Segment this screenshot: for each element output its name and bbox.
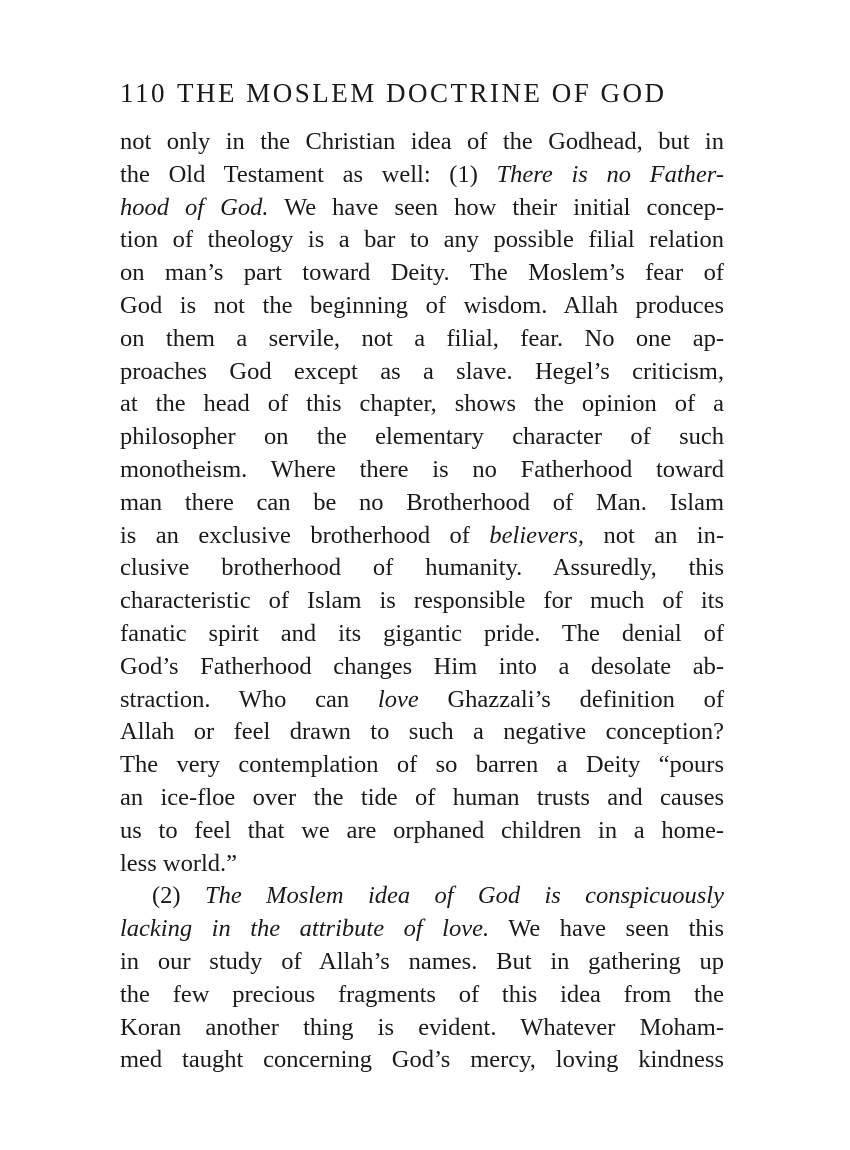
text-run: fanatic spirit and its gigantic pride. The denial of (120, 619, 724, 647)
page-number: 110 (120, 78, 167, 108)
text-run: not an in- (583, 521, 724, 549)
running-title: THE MOSLEM DOCTRINE OF GOD (177, 78, 667, 108)
italic-phrase: The Moslem idea of God is conspicuously (204, 882, 724, 910)
text-run: straction. Who can (120, 685, 378, 713)
text-line (120, 487, 724, 520)
text-run: We have seen how their initial concep- (268, 193, 725, 221)
text-run: med taught concerning God’s mercy, loving kindness (120, 1046, 724, 1074)
text-run: Allah or feel drawn to such a negative conception? (120, 718, 724, 746)
text-line (120, 618, 724, 651)
text-line (120, 979, 724, 1012)
text-line (120, 192, 724, 225)
text-line (120, 782, 724, 815)
text-run: proaches God except as a slave. Hegel’s criticism, (120, 357, 724, 385)
running-head (120, 76, 680, 110)
text-line (120, 1012, 724, 1045)
text-run: us to feel that we are orphaned children in a home- (120, 816, 724, 844)
text-run: (2) (152, 882, 205, 910)
italic-phrase: love (377, 685, 419, 713)
text-line (120, 126, 724, 159)
italic-phrase: lacking in the attribute of love. (120, 915, 490, 943)
text-run: at the head of this chapter, shows the opinion of a (120, 390, 724, 418)
text-run: not only in the Christian idea of the Godhead, but in (120, 128, 724, 155)
italic-phrase: believers, (489, 521, 584, 549)
text-run: the few precious fragments of this idea from the (120, 980, 724, 1008)
text-line (120, 224, 724, 257)
text-run: God is not the beginning of wisdom. Allah produces (120, 291, 724, 319)
text-run: clusive brotherhood of humanity. Assuredly, this (120, 554, 724, 582)
text-line (120, 848, 724, 881)
italic-phrase: hood of God. (120, 193, 269, 221)
text-line (120, 290, 724, 323)
text-run: less world.” (120, 849, 238, 877)
text-line (120, 651, 724, 684)
body-text (120, 126, 724, 1077)
text-run: man there can be no Brotherhood of Man. Islam (120, 488, 724, 516)
text-line (120, 913, 724, 946)
text-line (120, 585, 724, 618)
text-run: philosopher on the elementary character of such (120, 423, 724, 451)
text-line (120, 1044, 724, 1077)
text-run: an ice-floe over the tide of human trusts and causes (120, 783, 724, 811)
text-line (120, 520, 724, 553)
text-run: on them a servile, not a filial, fear. No one ap- (120, 324, 724, 352)
text-run: characteristic of Islam is responsible for much of its (120, 587, 724, 615)
text-line (120, 684, 724, 717)
text-line (120, 388, 724, 421)
text-run: on man’s part toward Deity. The Moslem’s fear of (120, 259, 724, 287)
text-line (120, 552, 724, 585)
text-run: is an exclusive brotherhood of (120, 521, 490, 549)
text-run: in our study of Allah’s names. But in gathering up (120, 947, 724, 975)
text-run: Koran another thing is evident. Whatever Moham- (120, 1013, 724, 1041)
text-run: The very contemplation of so barren a Deity “pours (120, 751, 724, 779)
text-line (120, 356, 724, 389)
text-run: the Old Testament as well: (1) (120, 160, 497, 188)
italic-phrase: There is no Father- (496, 160, 724, 188)
text-run: monotheism. Where there is no Fatherhood toward (120, 455, 724, 483)
text-run: Ghazzali’s definition of (418, 685, 724, 713)
text-line (120, 454, 724, 487)
text-line (120, 815, 724, 848)
text-line (120, 880, 724, 913)
text-line (120, 749, 724, 782)
text-line (120, 159, 724, 192)
text-line (120, 421, 724, 454)
text-line (120, 946, 724, 979)
text-line (120, 323, 724, 356)
text-line (120, 257, 724, 290)
text-run: God’s Fatherhood changes Him into a desolate ab- (120, 652, 724, 680)
text-line (120, 716, 724, 749)
text-run: We have seen this (489, 915, 724, 943)
text-run: tion of theology is a bar to any possible filial relation (120, 226, 724, 254)
